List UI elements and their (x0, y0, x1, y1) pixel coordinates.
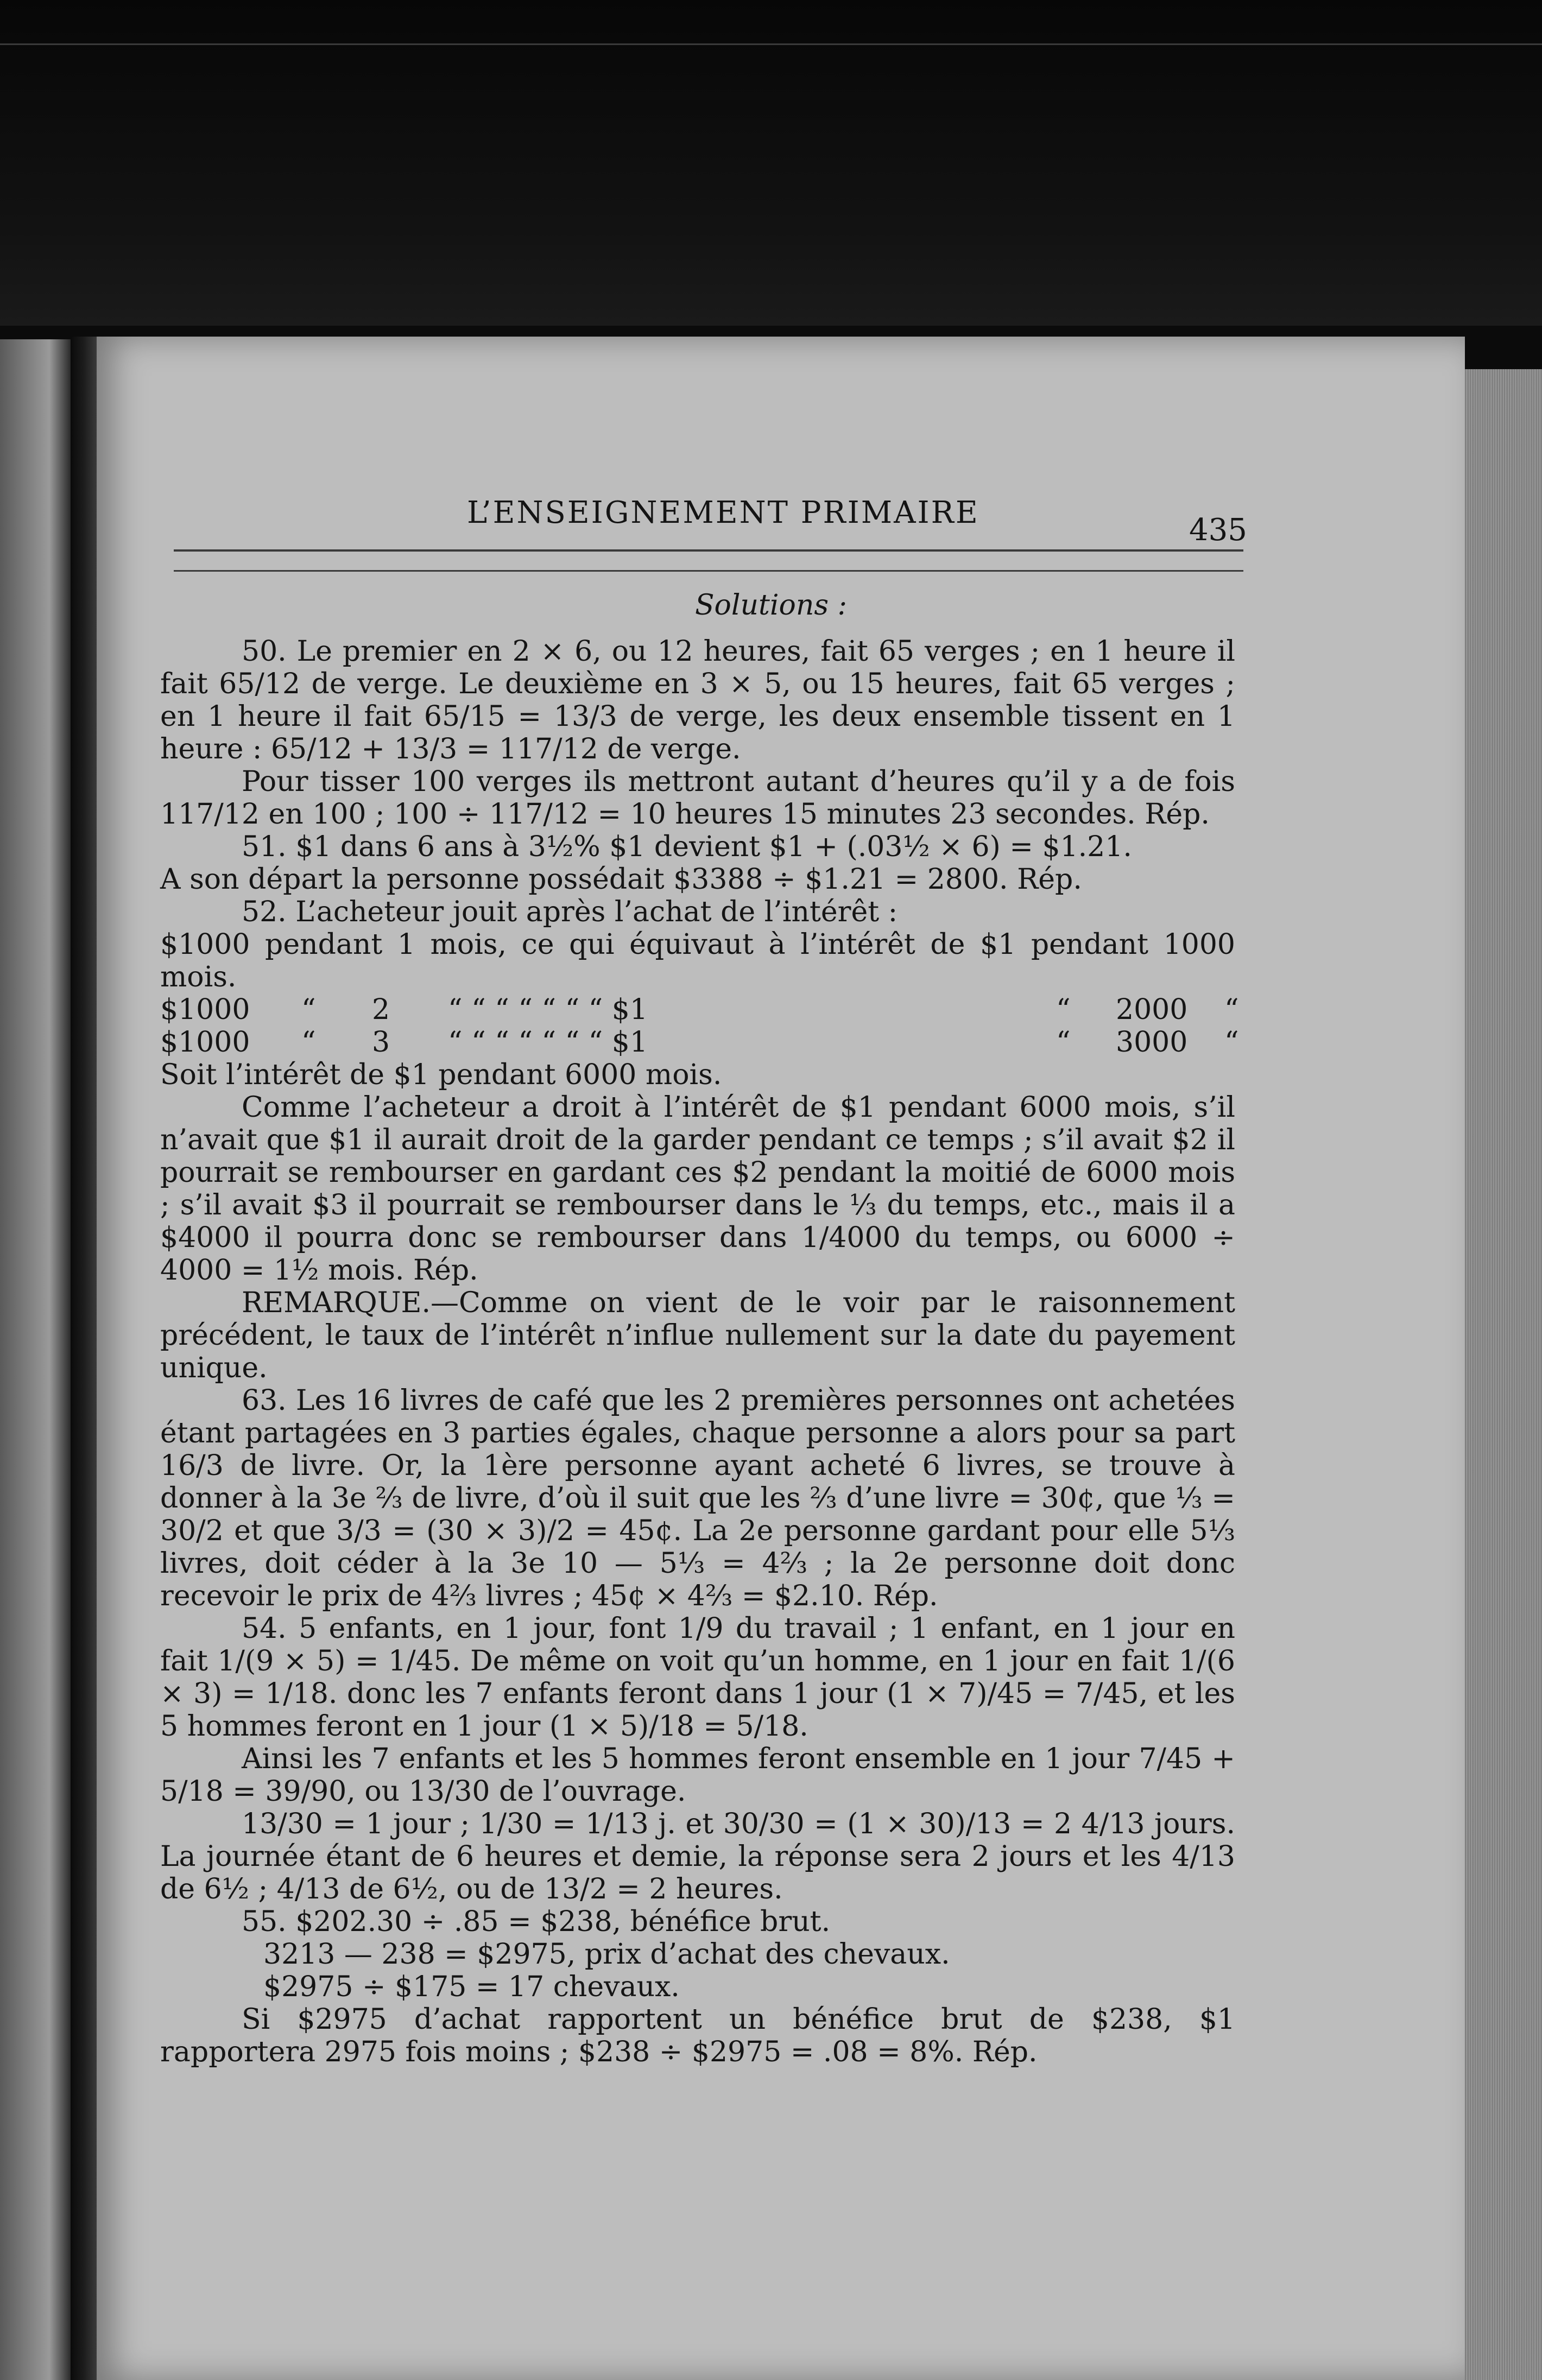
header-rule (174, 570, 1243, 572)
paragraph: A son départ la personne possédait $3388 ÷ $1.21 = 2800. Rép. (160, 863, 1082, 896)
paragraph: 3213 — 238 = $2975, prix d’achat des chevaux. (263, 1938, 950, 1971)
paragraph-54: 54. 5 enfants, en 1 jour, font 1/9 du travail ; 1 enfant, en 1 jour en fait 1/(9 × 5) = 1/45. De même on voit qu’un homme, en 1 jour en fait 1/(6 × 3) = 1/18. donc les 7 enfants feront dans 1 jour (1 × 7)/45 = 7/45, et les 5 hommes feront en 1 jour (1 × 5)/18 = 5/18. (160, 1612, 1235, 1743)
paragraph: Pour tisser 100 verges ils mettront autant d’heures qu’il y a de fois 117/12 en 100 ; 100 ÷ 117/12 = 10 heures 15 minutes 23 secondes. Rép. (160, 765, 1235, 831)
paragraph-55: 55. $202.30 ÷ .85 = $238, bénéfice brut. (242, 1906, 831, 1938)
paragraph-50: 50. Le premier en 2 × 6, ou 12 heures, fait 65 verges ; en 1 heure il fait 65/12 de verge. Le deuxième en 3 × 5, ou 15 heures, fait 65 verges ; en 1 heure il fait 65/15 = 13/3 de verge, les deux ensemble tissent en 1 heure : 65/12 + 13/3 = 117/12 de verge. (160, 635, 1235, 765)
table-cell: “ (301, 993, 316, 1026)
table-cell: 3 (372, 1026, 390, 1059)
paragraph-63: 63. Les 16 livres de café que les 2 premières personnes ont achetées étant partagées en 3 parties égales, chaque personne a alors pour sa part 16/3 de livre. Or, la 1ère personne ayant acheté 6 livres, se trouve à donner à la 3e ⅔ de livre, d’où il suit que les ⅔ d’une livre = 30¢, que ⅓ = 30/2 et que 3/3 = (30 × 3)/2 = 45¢. La 2e personne gardant pour elle 5⅓ livres, doit céder à la 3e 10 — 5⅓ = 4⅔ ; la 2e personne doit donc recevoir le prix de 4⅔ livres ; 45¢ × 4⅔ = $2.10. Rép. (160, 1384, 1235, 1612)
paragraph: $1000 pendant 1 mois, ce qui équivaut à l’intérêt de $1 pendant 1000 mois. (160, 928, 1235, 993)
section-heading: Solutions : (694, 589, 848, 622)
table-cell: “ (1224, 1026, 1239, 1059)
paragraph-51: 51. $1 dans 6 ans à 3½% $1 devient $1 + (.03½ × 6) = $1.21. (242, 831, 1132, 863)
table-cell: $1000 (160, 1026, 250, 1059)
table-cell: “ (1224, 993, 1239, 1026)
solutions-text (160, 635, 1239, 2068)
table-cell: “ “ “ “ “ “ “ $1 (448, 993, 648, 1026)
interest-table-row (160, 993, 1239, 1026)
paragraph: Ainsi les 7 enfants et les 5 hommes feront ensemble en 1 jour 7/45 + 5/18 = 39/90, ou 13/30 de l’ouvrage. (160, 1743, 1235, 1808)
paragraph: 13/30 = 1 jour ; 1/30 = 1/13 j. et 30/30 = (1 × 30)/13 = 2 4/13 jours. La journée étant de 6 heures et demie, la réponse sera 2 jours et les 4/13 de 6½ ; 4/13 de 6½, ou de 13/2 = 2 heures. (160, 1808, 1235, 1906)
page-number: 435 (1189, 512, 1247, 548)
paragraph: Soit l’intérêt de $1 pendant 6000 mois. (160, 1059, 722, 1091)
table-cell: 2000 (1116, 993, 1188, 1026)
previous-page-edge (0, 339, 71, 2380)
scan-background-top (0, 0, 1542, 326)
page-stack-edge (1465, 369, 1542, 2380)
table-cell: “ “ “ “ “ “ “ $1 (448, 1026, 648, 1059)
table-cell: 2 (372, 993, 390, 1026)
paragraph: $2975 ÷ $175 = 17 chevaux. (263, 1971, 680, 2003)
table-cell: “ (1056, 1026, 1071, 1059)
table-cell: $1000 (160, 993, 250, 1026)
table-cell: “ (1056, 993, 1071, 1026)
running-title: L’ENSEIGNEMENT PRIMAIRE (467, 495, 979, 530)
paragraph: Comme l’acheteur a droit à l’intérêt de $1 pendant 6000 mois, s’il n’avait que $1 il aurait droit de la garder pendant ce temps ; s’il avait $2 il pourrait se rembourser en gardant ces $2 pendant la moitié de 6000 mois ; s’il avait $3 il pourrait se rembourser dans le ⅓ du temps, etc., mais il a $4000 il pourra donc se rembourser dans 1/4000 du temps, ou 6000 ÷ 4000 = 1½ mois. Rép. (160, 1091, 1235, 1287)
paragraph: Si $2975 d’achat rapportent un bénéfice brut de $238, $1 rapportera 2975 fois moins ; $238 ÷ $2975 = .08 = 8%. Rép. (160, 2003, 1235, 2068)
interest-table-row (160, 1026, 1239, 1059)
header-rule (174, 549, 1243, 552)
remark-paragraph: REMARQUE.—Comme on vient de le voir par le raisonnement précédent, le taux de l’intérêt n’influe nullement sur la date du payement unique. (160, 1287, 1235, 1384)
paragraph-52: 52. L’acheteur jouit après l’achat de l’intérêt : (242, 896, 898, 928)
table-cell: 3000 (1116, 1026, 1188, 1059)
table-cell: “ (301, 1026, 316, 1059)
book-gutter (71, 337, 97, 2380)
scan-line (0, 43, 1542, 45)
